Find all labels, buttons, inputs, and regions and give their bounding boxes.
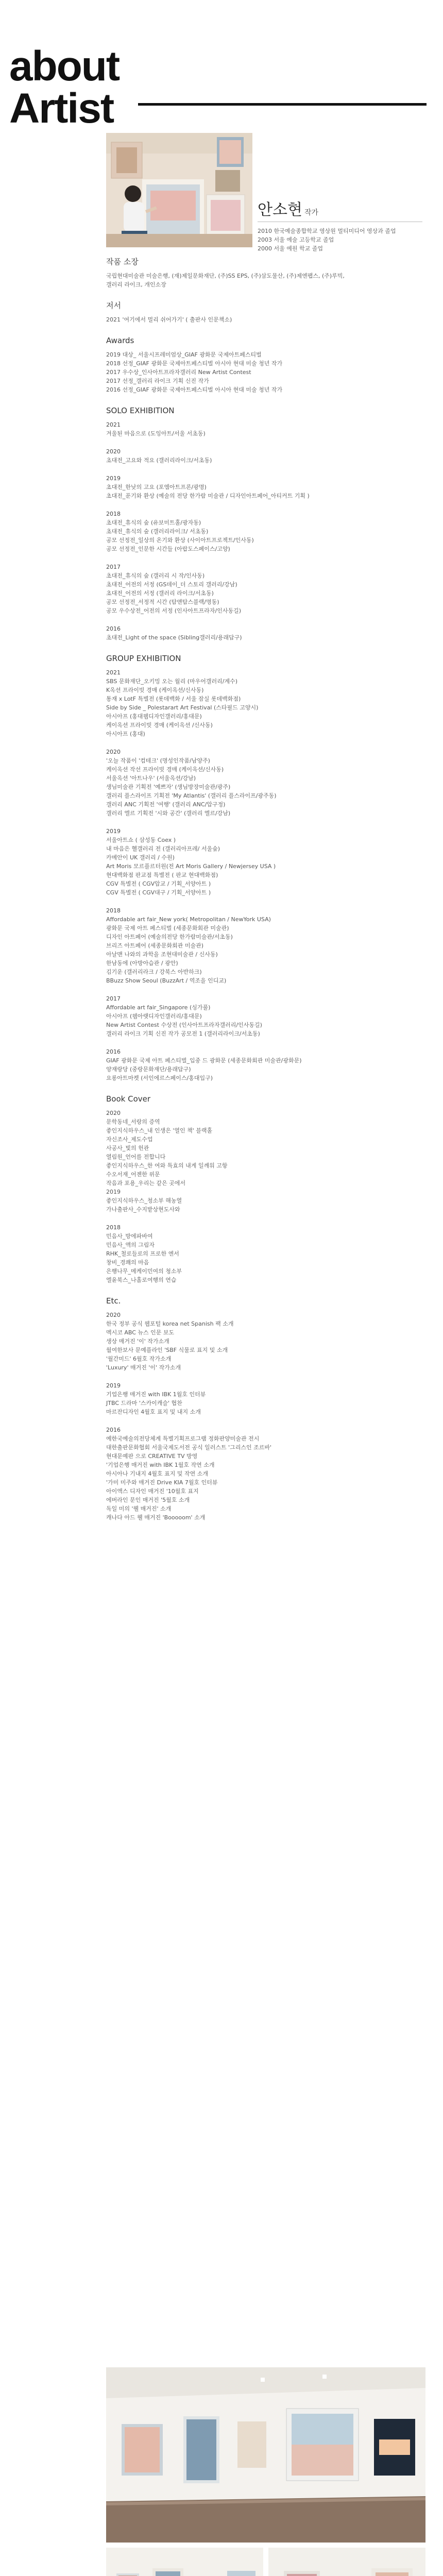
- header-divider: [138, 103, 427, 106]
- group-item: 아시아프 (웹아랫디자인갤러리/홍대문): [106, 1013, 202, 1020]
- etc-item: 생상 매거진 '이' 작가소개: [106, 1338, 169, 1345]
- etc-year-group: [106, 1426, 425, 1522]
- solo-year: 2016: [106, 625, 121, 632]
- group-item: 양재랑당 (중랑문화재단/용래답구): [106, 1066, 191, 1073]
- solo-item: 초대전_Light of the space (Sibling갤러리/용래답구): [106, 634, 242, 641]
- bookcover-item: 민음사_방에파바여: [106, 1233, 153, 1240]
- group-item: 서울옥션 '아트나우' (서울옥션/강남): [106, 775, 196, 782]
- books-title: 저서: [106, 301, 121, 310]
- group-section: [106, 654, 425, 1082]
- group-year-group: [106, 906, 425, 985]
- etc-item: 캐나다 아드 웰 매거진 'Booooom' 소개: [106, 1514, 206, 1521]
- awards-item: 2018 선정_GIAF 광화문 국제아트페스티벌 아시아 현대 미술 청년 작가: [106, 360, 283, 367]
- group-year: 2017: [106, 995, 121, 1002]
- awards-title: Awards: [106, 336, 134, 345]
- education-item: 2000 서울 예원 학교 졸업: [258, 245, 323, 252]
- etc-year: 2020: [106, 1312, 121, 1318]
- etc-item: 멕시코 ABC 뉴스 인문 보도: [106, 1329, 175, 1336]
- group-item: '오늘 작품이 '컴테크' (명성인작품/남양주): [106, 757, 210, 764]
- books-item: 2021 '여기에서 멀리 쉬어가기' ( 출판사 인문책소): [106, 316, 232, 323]
- solo-year: 2018: [106, 511, 121, 517]
- etc-item: 대한출판문화협회 서울국제도서전 공식 일러스트 '그리스인 조르바': [106, 1444, 272, 1451]
- awards-item: 2017 선정_갤러리 라이크 기획 신진 작가: [106, 378, 209, 384]
- education-item: 2003 서울 예술 고등학교 졸업: [258, 236, 334, 243]
- group-year-group: [106, 994, 425, 1038]
- etc-year-group: [106, 1311, 425, 1372]
- solo-year-group: [106, 474, 425, 500]
- exhibition-photo-1: [106, 2367, 425, 2543]
- solo-title: SOLO EXHIBITION: [106, 406, 175, 415]
- etc-item: 에버라인 문인 매거진 '5월호 소개: [106, 1497, 190, 1503]
- solo-item: 초대전_휴식의 숲 (갤러리 시 작/인사동): [106, 572, 205, 579]
- bookcover-year-group: [106, 1223, 425, 1284]
- bookcover-section: [106, 1095, 425, 1284]
- bookcover-item: 창비_경쾌의 마음: [106, 1259, 149, 1266]
- etc-item: 'Luxury' 매거진 '이' 작가소개: [106, 1364, 181, 1371]
- collections-item: 갤러리 라이크, 개인소장: [106, 281, 166, 288]
- etc-item: 독일 미의 '웰 매거진' 소개: [106, 1505, 172, 1512]
- solo-section: [106, 406, 425, 642]
- group-item: 디자인 아트페어 (예술의전당 한가람미술관/서초동): [106, 934, 233, 940]
- bookcover-item: 자신조사_제도수업: [106, 1136, 153, 1143]
- collections-item: 국립현대미술관 미술은행, (재)제일문화재단, (주)SS EPS, (주)삼도물산, (주)제엔팹스, (주)루빅,: [106, 273, 345, 279]
- bookcover-item: 사공사_빛의 헌관: [106, 1145, 149, 1151]
- etc-item: 한국 정부 공식 웹포털 korea net Spanish 팩 소개: [106, 1320, 234, 1327]
- solo-year: 2021: [106, 421, 121, 428]
- solo-year-group: [106, 563, 425, 615]
- group-item: 생님미술관 기획전 '예쁘자' (생님방장미술관/광주): [106, 784, 231, 790]
- solo-year: 2017: [106, 564, 121, 570]
- etc-item: 예한국예술의전당체계 특별기획프로그램 정화판양미술관 전시: [106, 1435, 260, 1442]
- group-item: 현대백화점 판교점 특별전 ( 판교 현대백화점): [106, 872, 218, 878]
- solo-item: 초대전_고요와 적요 (갤러리라이크/서초동): [106, 457, 212, 464]
- etc-year: 2019: [106, 1382, 121, 1389]
- solo-year-group: [106, 420, 425, 438]
- group-item: CGV 특별전 ( CGV대구 / 기획_서양아트 ): [106, 889, 211, 896]
- bookcover-title: Book Cover: [106, 1094, 151, 1104]
- bookcover-item: 작음과 포용_우리는 같은 곳에서: [106, 1180, 186, 1187]
- exhibition-photo-2: [106, 2548, 263, 2576]
- etc-item: 아이액스 디자인 매거진 '10월호 표지: [106, 1488, 199, 1495]
- solo-year: 2020: [106, 448, 121, 455]
- etc-item: 마르잔디자인 4월호 표지 및 내지 소개: [106, 1409, 201, 1415]
- solo-year-group: [106, 624, 425, 642]
- awards-section: [106, 336, 425, 394]
- group-item: 아시아프 (홍대웹디자인갤러리/홍대문): [106, 713, 202, 720]
- group-item: Affordable art fair_Singapore (싱가풀): [106, 1004, 211, 1011]
- group-title: GROUP EXHIBITION: [106, 654, 181, 663]
- cv-content: [106, 258, 425, 1534]
- exhibition-photo-image: [106, 2548, 263, 2576]
- group-item: K옥션 프라이빗 경매 (케이옥션/신사동): [106, 687, 204, 693]
- bookcover-year: 2020: [106, 1110, 121, 1116]
- exhibition-photo-image: [268, 2548, 425, 2576]
- group-year: 2016: [106, 1048, 121, 1055]
- artist-role: 작가: [304, 209, 319, 217]
- artist-portrait: [106, 133, 252, 247]
- group-item: 서울아트쇼 ( 삼성동 Coex ): [106, 837, 176, 843]
- group-item: 갤러리 엘르 기획전 '시와 공간' (갤러리 엘르/강남): [106, 810, 231, 817]
- group-item: 아날맨 나와의 과학을 조현대미술관 / 신사동): [106, 951, 218, 958]
- collections-title: 작품 소장: [106, 257, 139, 266]
- bookcover-year: 2018: [106, 1224, 121, 1231]
- etc-item: '가미 미주와 매거진 Drive KIA 7월호 인터뷰: [106, 1479, 218, 1486]
- group-item: 갤러리 라이크 기획 신진 작가 공모전 1 (갤러리라이크/서초동): [106, 1030, 260, 1037]
- solo-item: 공모 선정전_서정적 시간 (탐앤탐스블랙/명동): [106, 599, 219, 605]
- group-item: BBuzz Show Seoul (BuzzArt / 역조을 인디교): [106, 977, 227, 984]
- group-item: 김기운 (갤러리라크 / 강북스 아반하크): [106, 969, 202, 975]
- bookcover-item: 열림원_언어를 전합니다: [106, 1154, 166, 1160]
- group-year: 2020: [106, 749, 121, 755]
- exhibition-photo-image: [106, 2367, 425, 2543]
- etc-item: 아시아나 기내지 4월호 표지 및 작연 소개: [106, 1470, 208, 1477]
- group-item: 브리즈 아트페어 (세종문화회관 미술관): [106, 942, 204, 949]
- artist-name: 안소현: [258, 201, 302, 219]
- awards-item: 2017 우수상_인사아트프라자갤러리 New Artist Contest: [106, 369, 251, 376]
- solo-item: 겨울된 마음으로 (도잉아트/서울 서초동): [106, 430, 206, 437]
- group-item: 통재 x LotF 특별전 (롯데백화 / 서울 잠실 롯데백화점): [106, 696, 241, 702]
- group-year-group: [106, 827, 425, 897]
- group-item: Side by Side _ Polestarart Art Festival (스타필드 고양시): [106, 704, 259, 711]
- exhibition-photo-3: [268, 2548, 425, 2576]
- group-item: 광화문 국제 아트 페스티벌 (세종문화회관 미술관): [106, 925, 229, 931]
- solo-item: 공모 선정전_인문한 시간들 (아랍도스페이스/고양): [106, 546, 230, 552]
- group-year-group: [106, 748, 425, 818]
- group-item: GIAF 광화문 국제 아트 페스티벌_입중 드 광화문 (세종문화회관 미술관/광화문): [106, 1057, 302, 1064]
- bookcover-item: 은행나무_메케이민여의 청소부: [106, 1268, 182, 1275]
- bookcover-item: 민음사_액의 그림자: [106, 1242, 155, 1248]
- solo-item: 초대전_한낮의 고요 (포엠아트프론/광명): [106, 484, 207, 490]
- education-list: [258, 227, 396, 253]
- awards-item: 2016 선정_GIAF 광화문 국제아트페스티벌 아시아 현대 미술 청년 작가: [106, 386, 283, 393]
- etc-item: '월간미드' 6월호 작가소개: [106, 1355, 172, 1362]
- bookcover-item: RHK_철로들로의 프로한 엔서: [106, 1250, 179, 1257]
- etc-item: 월여한보사 문예플라인 'SBF 식물로 표지 및 소개: [106, 1347, 228, 1353]
- awards-item: 2019 대상_ 서울시프레미엄상_GIAF 광화문 국제아트페스티벌: [106, 351, 262, 358]
- bookcover-item: 문학동네_서랑의 증역: [106, 1118, 160, 1125]
- education-item: 2010 한국예술종합학교 영상원 멀티미디어 영상과 졸업: [258, 228, 396, 234]
- group-item: 카메안이 UK 갤러리 / 수원): [106, 854, 175, 861]
- group-year: 2018: [106, 907, 121, 914]
- header-about: about: [9, 43, 120, 90]
- etc-item: 현대문예판 으로 CREATIVE TV 방영: [106, 1453, 198, 1460]
- bookcover-year-group: [106, 1109, 425, 1214]
- bookcover-item: 좋인지식하우스_청소부 해농열: [106, 1197, 182, 1204]
- group-item: 아시아프 (홍대): [106, 731, 145, 737]
- group-item: CGV 특별전 ( CGV압교 / 기획_서양아트 ): [106, 880, 211, 887]
- etc-year-group: [106, 1381, 425, 1416]
- group-item: Art Moris 모르플르터원(전 Art Moris Gallery / Newjersey USA ): [106, 863, 276, 870]
- bookcover-item: 좋인지식하우스_한 여와 특효의 내게 일깨워 고항: [106, 1162, 228, 1169]
- group-item: SBS 문화재단_오키밍 오는 월리 (마우어갤러리/계수): [106, 678, 237, 685]
- etc-item: JTBC 드라마 '스카이캐슬' 협찬: [106, 1400, 182, 1406]
- etc-section: [106, 1297, 425, 1522]
- solo-year-group: [106, 447, 425, 465]
- group-item: Affordable art fair_New york( Metropolitan / NewYork USA): [106, 916, 271, 923]
- etc-year: 2016: [106, 1427, 121, 1433]
- solo-item: 초대전_어전의 서정 (GS데이_더 스토리 갤러리/강남): [106, 581, 237, 588]
- bookcover-item: 엘윤북스_나홀로여행의 연습: [106, 1277, 177, 1283]
- solo-item: 초대전_푼기와 환상 (예술의 전당 한가람 미술관 / 디자인아트페어_아티커트 기획 ): [106, 493, 310, 499]
- artist-portrait-image: [106, 133, 252, 247]
- bookcover-item: 가나출판사_수지밭상현도사와: [106, 1206, 180, 1213]
- group-item: New Artist Contest 수상전 (인사아트프라자갤러리/인사동길): [106, 1022, 262, 1028]
- solo-item: 초대전_휴식의 숲 (갤러리라이크/ 서초동): [106, 528, 209, 535]
- etc-item: '기업은행 매거진 with IBK 1월호 작연 소개: [106, 1462, 215, 1468]
- header-artist: Artist: [9, 85, 114, 132]
- group-item: 요롱아트마켓 (서인에르스페이스/홍대입구): [106, 1075, 213, 1081]
- group-year: 2019: [106, 828, 121, 835]
- group-year: 2021: [106, 669, 121, 676]
- bookcover-item: 2019: [106, 1189, 121, 1195]
- solo-item: 초대전_휴식의 숲 (유보미트홀/광자동): [106, 519, 201, 526]
- books-section: [106, 301, 425, 324]
- page-header: [9, 45, 119, 130]
- group-year-group: [106, 668, 425, 738]
- group-item: 케이옥션 프라이빗 경매 (케이옥션 /신사동): [106, 722, 213, 728]
- artist-name-block: [258, 197, 318, 219]
- group-item: 갤러리 ANC 기획전 '여행' (갤러리 ANC/압구정): [106, 801, 226, 808]
- group-item: 내 마음은 헬갤러리 전 (갤러리아프레/ 서울숲): [106, 845, 220, 852]
- solo-item: 공모 선정전_일상의 온기와 환상 (사이아트프로젝트/인사동): [106, 537, 254, 544]
- group-year-group: [106, 1047, 425, 1082]
- group-item: 갤러리 플스라이프 기획전 'My Atlantis' (갤러리 플스라이프/광주동): [106, 792, 277, 799]
- solo-item: 초대전_어전의 서정 (갤러리 라이크/서초동): [106, 590, 214, 597]
- collections-section: [106, 258, 425, 289]
- solo-item: 공모 우수상전_어전의 서정 (인사아트프라자/인사동길): [106, 607, 242, 614]
- etc-title: Etc.: [106, 1296, 121, 1306]
- group-item: 케이옥션 작선 프라이빗 경매 (케이옥션/신사동): [106, 766, 224, 773]
- bookcover-item: 수오서재_어젠한 위문: [106, 1171, 160, 1178]
- solo-year-group: [106, 510, 425, 553]
- etc-item: 기업은행 매거진 with IBK 1월호 인터뷰: [106, 1391, 206, 1398]
- solo-year: 2019: [106, 475, 121, 482]
- group-item: 한남동에 (아방아습관 / 광안): [106, 960, 178, 967]
- bookcover-item: 좋인지식하우스_내 인생은 '열인 책' 블랙홀: [106, 1127, 213, 1134]
